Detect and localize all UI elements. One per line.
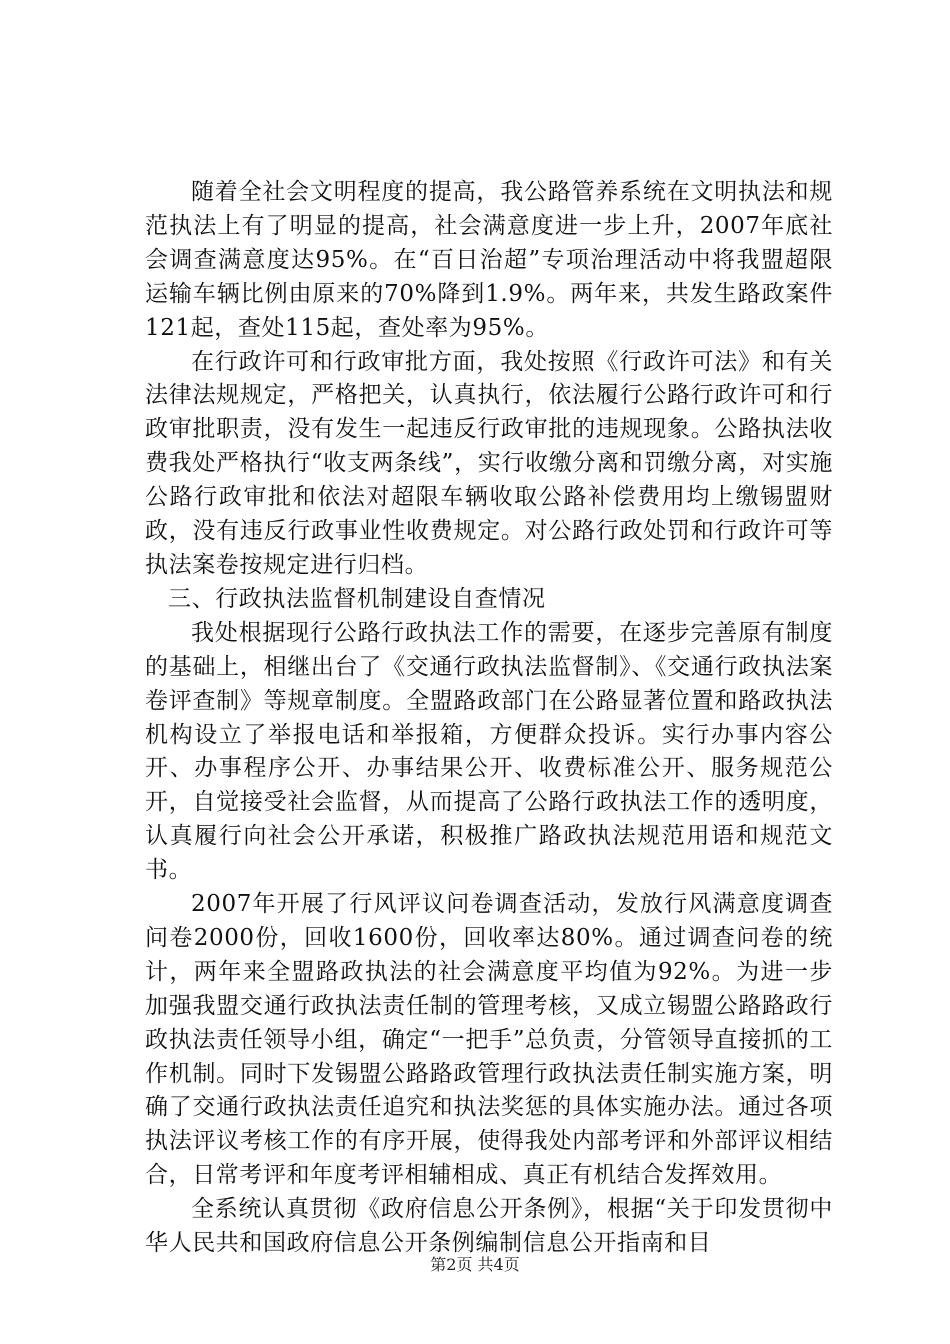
paragraph-information-disclosure: 全系统认真贯彻《政府信息公开条例》，根据“关于印发贯彻中华人民共和国政府信息公开条例编制信息公开指南和目 — [145, 1196, 833, 1257]
page-number-footer: 第2页 共4页 — [430, 1255, 520, 1274]
paragraph-enforcement-satisfaction: 随着全社会文明程度的提高，我公路管养系统在文明执法和规范执法上有了明显的提高，社会满意度进一步上升，2007年底社会调查满意度达95%。在“百日治超”专项治理活动中将我盟超限运输车辆比例由原来的70%降到1.9%。两年来，共发生路政案件121起，查处115起，查处率为95%。 — [145, 179, 833, 341]
paragraph-supervision-system: 我处根据现行公路行政执法工作的需要，在逐步完善原有制度的基础上，相继出台了《交通行政执法监督制》、《交通行政执法案卷评查制》等规章制度。全盟路政部门在公路显著位置和路政执法机构设立了举报电话和举报箱，方便群众投诉。实行办事内容公开、办事程序公开、办事结果公开、收费标准公开、服务规范公开，自觉接受社会监督，从而提高了公路行政执法工作的透明度，认真履行向社会公开承诺，积极推广路政执法规范用语和规范文书。 — [145, 619, 833, 884]
paragraph-survey-results: 2007年开展了行风评议问卷调查活动，发放行风满意度调查问卷2000份，回收1600份，回收率达80%。通过调查问卷的统计，两年来全盟路政执法的社会满意度平均值为92%。为进一步加强我盟交通行政执法责任制的管理考核，又成立锡盟公路路政行政执法责任领导小组，确定“一把手”总负责，分管领导直接抓的工作机制。同时下发锡盟公路路政管理行政执法责任制实施方案，明确了交通行政执法责任追究和执法奖惩的具体实施办法。通过各项执法评议考核工作的有序开展，使得我处内部考评和外部评议相结合，日常考评和年度考评相辅相成、真正有机结合发挥效用。 — [145, 891, 833, 1189]
section-heading-supervision: 三、行政执法监督机制建设自查情况 — [168, 585, 546, 612]
document-body — [145, 176, 833, 1261]
paragraph-administrative-licensing: 在行政许可和行政审批方面，我处按照《行政许可法》和有关法律法规规定，严格把关，认真执行，依法履行公路行政许可和行政审批职责，没有发生一起违反行政审批的违规现象。公路执法收费我处严格执行“收支两条线”，实行收缴分离和罚缴分离，对实施公路行政审批和依法对超限车辆收取公路补偿费用均上缴锡盟财政，没有违反行政事业性收费规定。对公路行政处罚和行政许可等执法案卷按规定进行归档。 — [145, 348, 833, 578]
